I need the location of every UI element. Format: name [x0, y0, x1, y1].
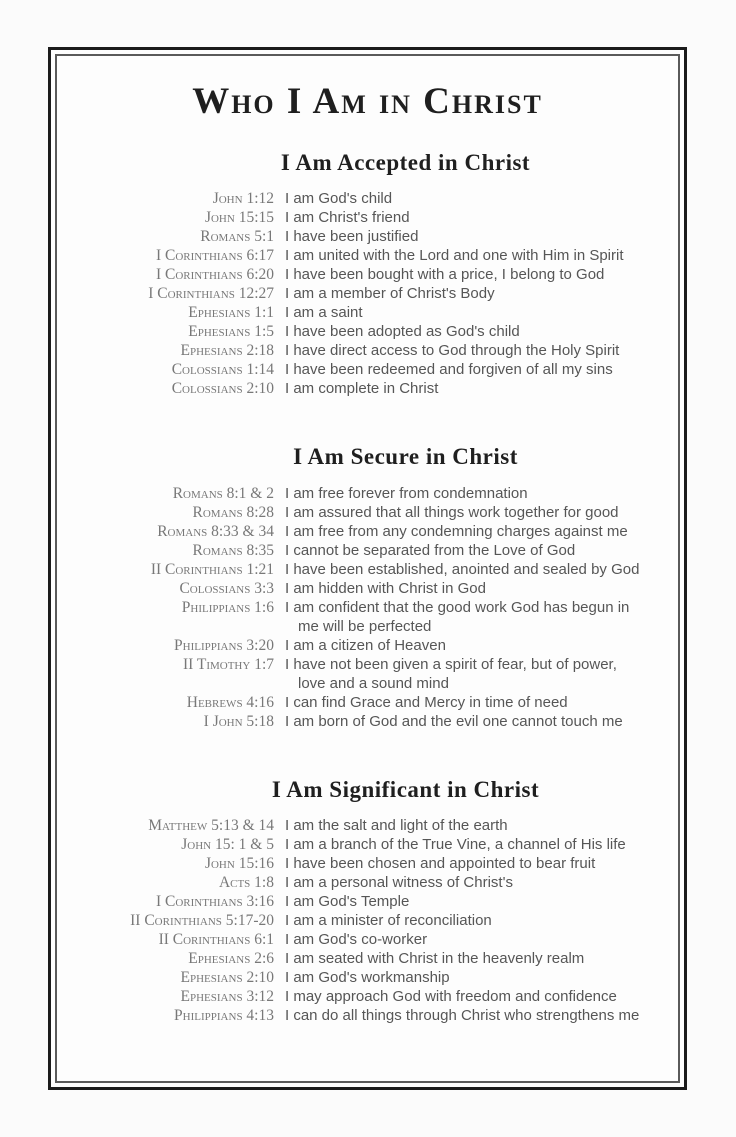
scripture-row	[69, 873, 666, 892]
scripture-row	[69, 949, 666, 968]
statement-line: I have been adopted as God's child	[285, 323, 520, 341]
statement-text	[285, 541, 666, 560]
scripture-reference: I Corinthians 6:17	[155, 247, 274, 265]
scripture-row	[69, 379, 666, 398]
statement-line: I am a branch of the True Vine, a channel of His life	[285, 836, 626, 853]
statement-text	[285, 379, 666, 398]
scripture-row	[69, 541, 666, 560]
statement-text	[285, 503, 666, 522]
scripture-row	[69, 579, 666, 598]
scripture-reference: Romans 5:1	[200, 228, 274, 246]
scripture-reference: II Corinthians 5:17-20	[130, 912, 274, 929]
statement-line: I am born of God and the evil one cannot touch me	[285, 712, 623, 730]
statement-line: I am Christ's friend	[285, 209, 410, 227]
scripture-row	[69, 816, 666, 835]
statement-text	[285, 835, 666, 854]
statement-text	[285, 892, 666, 911]
scripture-reference: Philippians 1:6	[181, 598, 274, 616]
scripture-row	[69, 522, 666, 541]
statement-line: I am seated with Christ in the heavenly realm	[285, 950, 585, 967]
scripture-reference: II Timothy 1:7	[182, 655, 274, 673]
scripture-row	[69, 712, 666, 731]
statement-line: I am a citizen of Heaven	[285, 636, 446, 654]
section-heading: I Am Significant in Christ	[271, 776, 540, 802]
scripture-row	[69, 987, 666, 1006]
scripture-reference: Ephesians 2:6	[188, 950, 274, 967]
statement-text	[285, 911, 666, 930]
section-rows	[69, 816, 666, 1025]
statement-line: I am united with the Lord and one with Him in Spirit	[285, 247, 624, 265]
statement-line: I am God's Temple	[285, 893, 410, 910]
statement-line: I am free from any condemning charges against me	[285, 522, 628, 540]
statement-text	[285, 484, 666, 503]
scripture-row	[69, 189, 666, 208]
statement-text	[285, 189, 666, 208]
statement-text	[285, 873, 666, 892]
scripture-reference: John 15:15	[204, 209, 274, 227]
scripture-reference: II Corinthians 1:21	[150, 560, 274, 578]
section	[69, 150, 666, 398]
scripture-reference: Romans 8:35	[192, 541, 274, 559]
statement-text	[285, 968, 666, 987]
scripture-row	[69, 693, 666, 712]
scripture-row	[69, 892, 666, 911]
statement-line: I have not been given a spirit of fear, but of power,	[285, 655, 617, 673]
scripture-row	[69, 1006, 666, 1025]
scripture-row	[69, 322, 666, 341]
scripture-reference: Ephesians 1:1	[188, 304, 274, 322]
scripture-reference: Hebrews 4:16	[186, 693, 274, 711]
scripture-row	[69, 246, 666, 265]
scripture-reference: Ephesians 1:5	[188, 323, 274, 341]
scripture-row	[69, 636, 666, 655]
scripture-row	[69, 911, 666, 930]
statement-text	[285, 1006, 666, 1025]
scripture-reference: I Corinthians 12:27	[148, 285, 274, 303]
scripture-reference: John 15:16	[204, 855, 274, 872]
scripture-row	[69, 341, 666, 360]
statement-line: I cannot be separated from the Love of God	[285, 541, 576, 559]
statement-line: I am a saint	[285, 304, 363, 322]
scripture-row	[69, 360, 666, 379]
scripture-reference: Romans 8:28	[192, 503, 274, 521]
scripture-reference: I Corinthians 3:16	[155, 893, 274, 910]
section-heading: I Am Accepted in Christ	[280, 149, 531, 175]
section-rows	[69, 484, 666, 731]
scripture-reference: Ephesians 2:10	[180, 969, 274, 986]
statement-line: I am a minister of reconciliation	[285, 912, 492, 929]
poster-inner-border	[55, 54, 680, 1083]
scripture-row	[69, 303, 666, 322]
scripture-row	[69, 835, 666, 854]
statement-line: I am a personal witness of Christ's	[285, 874, 513, 891]
sections	[69, 150, 666, 1025]
statement-line: I am assured that all things work together for good	[285, 503, 619, 521]
scripture-reference: Acts 1:8	[218, 874, 274, 891]
section	[69, 444, 666, 730]
statement-text	[285, 987, 666, 1006]
poster-frame	[48, 47, 687, 1090]
scripture-row	[69, 503, 666, 522]
statement-line: I have direct access to God through the Holy Spirit	[285, 342, 620, 360]
statement-line: I am God's child	[285, 190, 393, 208]
statement-line: I am a member of Christ's Body	[285, 285, 495, 303]
statement-line: I am complete in Christ	[285, 380, 439, 398]
statement-line: I am free forever from condemnation	[285, 484, 528, 502]
statement-text	[285, 208, 666, 227]
scripture-row	[69, 560, 666, 579]
statement-text	[285, 522, 666, 541]
scripture-reference: Colossians 1:14	[171, 361, 274, 379]
scripture-reference: Romans 8:1 & 2	[172, 484, 274, 502]
statement-text	[285, 949, 666, 968]
page-title: Who I Am in Christ	[192, 81, 543, 122]
scripture-row	[69, 208, 666, 227]
statement-text	[285, 854, 666, 873]
statement-line: love and a sound mind	[298, 674, 449, 692]
scripture-row	[69, 265, 666, 284]
statement-line: I have been established, anointed and sealed by God	[285, 560, 640, 578]
scripture-reference: John 1:12	[212, 190, 274, 208]
scripture-reference: I Corinthians 6:20	[155, 266, 274, 284]
statement-text	[285, 655, 666, 693]
scripture-row	[69, 930, 666, 949]
statement-line: me will be perfected	[298, 617, 432, 635]
scripture-reference: Philippians 4:13	[174, 1007, 274, 1024]
statement-line: I may approach God with freedom and confidence	[285, 988, 617, 1005]
scripture-reference: Romans 8:33 & 34	[157, 522, 274, 540]
statement-text	[285, 598, 666, 636]
statement-line: I can find Grace and Mercy in time of need	[285, 693, 568, 711]
statement-text	[285, 341, 666, 360]
section	[69, 777, 666, 1025]
statement-line: I am hidden with Christ in God	[285, 579, 486, 597]
statement-line: I am the salt and light of the earth	[285, 817, 508, 834]
statement-text	[285, 303, 666, 322]
scripture-reference: Ephesians 3:12	[180, 988, 274, 1005]
statement-text	[285, 579, 666, 598]
scripture-row	[69, 854, 666, 873]
scripture-row	[69, 968, 666, 987]
section-rows	[69, 189, 666, 398]
statement-text	[285, 930, 666, 949]
statement-text	[285, 560, 666, 579]
scripture-reference: I John 5:18	[203, 712, 274, 730]
statement-line: I have been bought with a price, I belong to God	[285, 266, 605, 284]
statement-line: I have been chosen and appointed to bear fruit	[285, 855, 596, 872]
statement-text	[285, 246, 666, 265]
statement-line: I am God's workmanship	[285, 969, 450, 986]
statement-line: I have been redeemed and forgiven of all my sins	[285, 361, 613, 379]
scripture-reference: Ephesians 2:18	[180, 342, 274, 360]
scripture-reference: Matthew 5:13 & 14	[148, 817, 274, 834]
scripture-row	[69, 284, 666, 303]
scripture-reference: Colossians 2:10	[171, 380, 274, 398]
statement-text	[285, 712, 666, 731]
scripture-row	[69, 484, 666, 503]
statement-line: I can do all things through Christ who strengthens me	[285, 1007, 640, 1024]
scripture-row	[69, 655, 666, 693]
scripture-reference: II Corinthians 6:1	[158, 931, 274, 948]
scripture-row	[69, 598, 666, 636]
scripture-reference: Philippians 3:20	[174, 636, 274, 654]
statement-text	[285, 227, 666, 246]
statement-text	[285, 816, 666, 835]
scripture-row	[69, 227, 666, 246]
statement-text	[285, 360, 666, 379]
statement-line: I am God's co-worker	[285, 931, 428, 948]
statement-text	[285, 265, 666, 284]
statement-text	[285, 636, 666, 655]
scripture-reference: John 15: 1 & 5	[181, 836, 274, 853]
section-heading: I Am Secure in Christ	[293, 444, 518, 470]
statement-line: I am confident that the good work God has begun in	[285, 598, 630, 616]
scripture-reference: Colossians 3:3	[179, 579, 274, 597]
statement-text	[285, 284, 666, 303]
statement-text	[285, 693, 666, 712]
statement-text	[285, 322, 666, 341]
statement-line: I have been justified	[285, 228, 419, 246]
